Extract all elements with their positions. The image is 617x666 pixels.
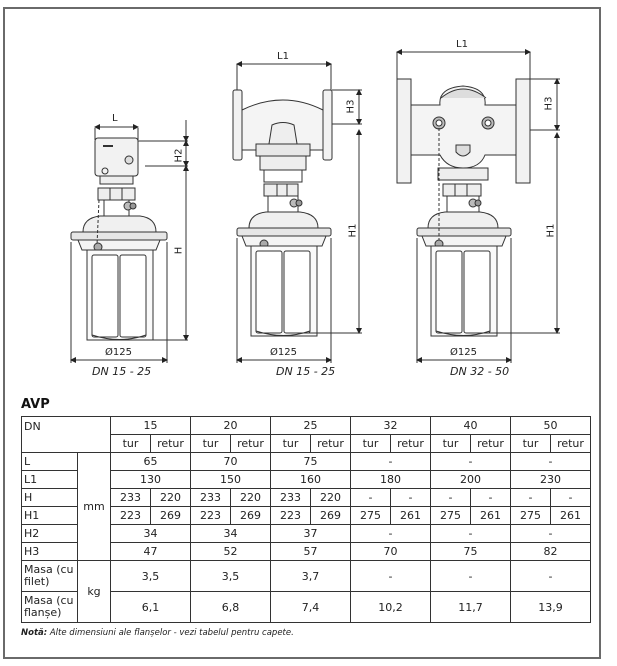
sub-retur: retur bbox=[551, 435, 591, 453]
cell: - bbox=[351, 489, 391, 507]
sub-retur: retur bbox=[471, 435, 511, 453]
cell: 65 bbox=[111, 453, 191, 471]
cell: 223 bbox=[271, 507, 311, 525]
dim-label-H2: H2 bbox=[173, 148, 185, 163]
sub-retur: retur bbox=[311, 435, 351, 453]
dim-label-H3-2: H3 bbox=[345, 99, 357, 114]
table-row bbox=[22, 561, 591, 592]
cell: 13,9 bbox=[511, 592, 591, 623]
cell: 261 bbox=[391, 507, 431, 525]
cell: - bbox=[511, 561, 591, 592]
cell: 233 bbox=[271, 489, 311, 507]
cell: 34 bbox=[191, 525, 271, 543]
dim-label-L: L bbox=[112, 113, 118, 124]
cell: - bbox=[471, 489, 511, 507]
sub-retur: retur bbox=[231, 435, 271, 453]
cell: 269 bbox=[151, 507, 191, 525]
cell: 57 bbox=[271, 543, 351, 561]
header-dn-32: 32 bbox=[351, 417, 431, 435]
dim-label-H1-2: H1 bbox=[347, 223, 359, 238]
cell: 75 bbox=[271, 453, 351, 471]
note-text: Alte dimensiuni ale flanșelor - vezi tabelul pentru capete. bbox=[47, 628, 294, 638]
cell: 10,2 bbox=[351, 592, 431, 623]
unit-mm: mm bbox=[78, 453, 111, 561]
dim-label-dia-3: Ø125 bbox=[450, 347, 477, 358]
row-label-H2: H2 bbox=[22, 525, 78, 543]
valve-figure-1 bbox=[71, 138, 167, 340]
header-dn-25: 25 bbox=[271, 417, 351, 435]
cell: 180 bbox=[351, 471, 431, 489]
cell: 223 bbox=[111, 507, 151, 525]
sub-retur: retur bbox=[391, 435, 431, 453]
cell: 220 bbox=[311, 489, 351, 507]
table-row bbox=[22, 453, 591, 471]
header-dn-50: 50 bbox=[511, 417, 591, 435]
footnote bbox=[21, 628, 294, 638]
cell: 261 bbox=[471, 507, 511, 525]
cell: 70 bbox=[191, 453, 271, 471]
table-title: AVP bbox=[21, 397, 50, 412]
cell: 150 bbox=[191, 471, 271, 489]
cell: 75 bbox=[431, 543, 511, 561]
header-dn: DN bbox=[22, 417, 111, 453]
valve-figure-2 bbox=[233, 90, 332, 336]
cell: 7,4 bbox=[271, 592, 351, 623]
row-label-masa-filet: Masa (cu filet) bbox=[22, 561, 78, 592]
row-label-L1: L1 bbox=[22, 471, 78, 489]
cell: - bbox=[431, 561, 511, 592]
cell: 233 bbox=[111, 489, 151, 507]
cell: 261 bbox=[551, 507, 591, 525]
dim-label-H1-3: H1 bbox=[545, 223, 557, 238]
cell: - bbox=[431, 453, 511, 471]
cell: - bbox=[551, 489, 591, 507]
row-label-H: H bbox=[22, 489, 78, 507]
cell: 223 bbox=[191, 507, 231, 525]
row-label-masa-flanse: Masa (cu flanșe) bbox=[22, 592, 78, 623]
cell: 130 bbox=[111, 471, 191, 489]
cell: 269 bbox=[311, 507, 351, 525]
row-label-H3: H3 bbox=[22, 543, 78, 561]
cell: 200 bbox=[431, 471, 511, 489]
cell: 6,1 bbox=[111, 592, 191, 623]
cell: 160 bbox=[271, 471, 351, 489]
cell: 275 bbox=[351, 507, 391, 525]
header-dn-20: 20 bbox=[191, 417, 271, 435]
cell: 230 bbox=[511, 471, 591, 489]
cell: - bbox=[511, 453, 591, 471]
cell: - bbox=[431, 489, 471, 507]
figure-caption-2: DN 15 - 25 bbox=[276, 365, 336, 378]
sub-tur: tur bbox=[431, 435, 471, 453]
cell: - bbox=[391, 489, 431, 507]
cell: 6,8 bbox=[191, 592, 271, 623]
sub-tur: tur bbox=[191, 435, 231, 453]
sub-tur: tur bbox=[351, 435, 391, 453]
table-header-row-dn bbox=[22, 417, 591, 435]
dim-label-dia-2: Ø125 bbox=[270, 347, 297, 358]
sub-tur: tur bbox=[111, 435, 151, 453]
row-label-L: L bbox=[22, 453, 78, 471]
cell: 275 bbox=[431, 507, 471, 525]
cell: 47 bbox=[111, 543, 191, 561]
cell: 220 bbox=[151, 489, 191, 507]
cell: 52 bbox=[191, 543, 271, 561]
dim-label-H: H bbox=[173, 246, 185, 255]
dim-label-H3-3: H3 bbox=[543, 96, 555, 111]
header-dn-15: 15 bbox=[111, 417, 191, 435]
cell: 233 bbox=[191, 489, 231, 507]
cell: - bbox=[511, 489, 551, 507]
cell: 3,5 bbox=[111, 561, 191, 592]
cell: 11,7 bbox=[431, 592, 511, 623]
cell: - bbox=[351, 561, 431, 592]
sub-tur: tur bbox=[271, 435, 311, 453]
dim-label-L1-2: L1 bbox=[277, 51, 289, 62]
cell: 3,7 bbox=[271, 561, 351, 592]
dim-label-L1-3: L1 bbox=[456, 39, 468, 50]
cell: - bbox=[511, 525, 591, 543]
cell: - bbox=[431, 525, 511, 543]
dimensions-table bbox=[21, 416, 591, 623]
dim-label-dia-1: Ø125 bbox=[105, 347, 132, 358]
figure-caption-1: DN 15 - 25 bbox=[92, 365, 152, 378]
note-label: Notă: bbox=[21, 628, 48, 638]
header-dn-40: 40 bbox=[431, 417, 511, 435]
cell: 275 bbox=[511, 507, 551, 525]
cell: 82 bbox=[511, 543, 591, 561]
row-label-H1: H1 bbox=[22, 507, 78, 525]
cell: 70 bbox=[351, 543, 431, 561]
cell: 3,5 bbox=[191, 561, 271, 592]
sub-tur: tur bbox=[511, 435, 551, 453]
cell: 34 bbox=[111, 525, 191, 543]
cell: 37 bbox=[271, 525, 351, 543]
cell: 220 bbox=[231, 489, 271, 507]
figure-caption-3: DN 32 - 50 bbox=[450, 365, 510, 378]
unit-kg: kg bbox=[78, 561, 111, 623]
cell: 269 bbox=[231, 507, 271, 525]
cell: - bbox=[351, 525, 431, 543]
sub-retur: retur bbox=[151, 435, 191, 453]
cell: - bbox=[351, 453, 431, 471]
